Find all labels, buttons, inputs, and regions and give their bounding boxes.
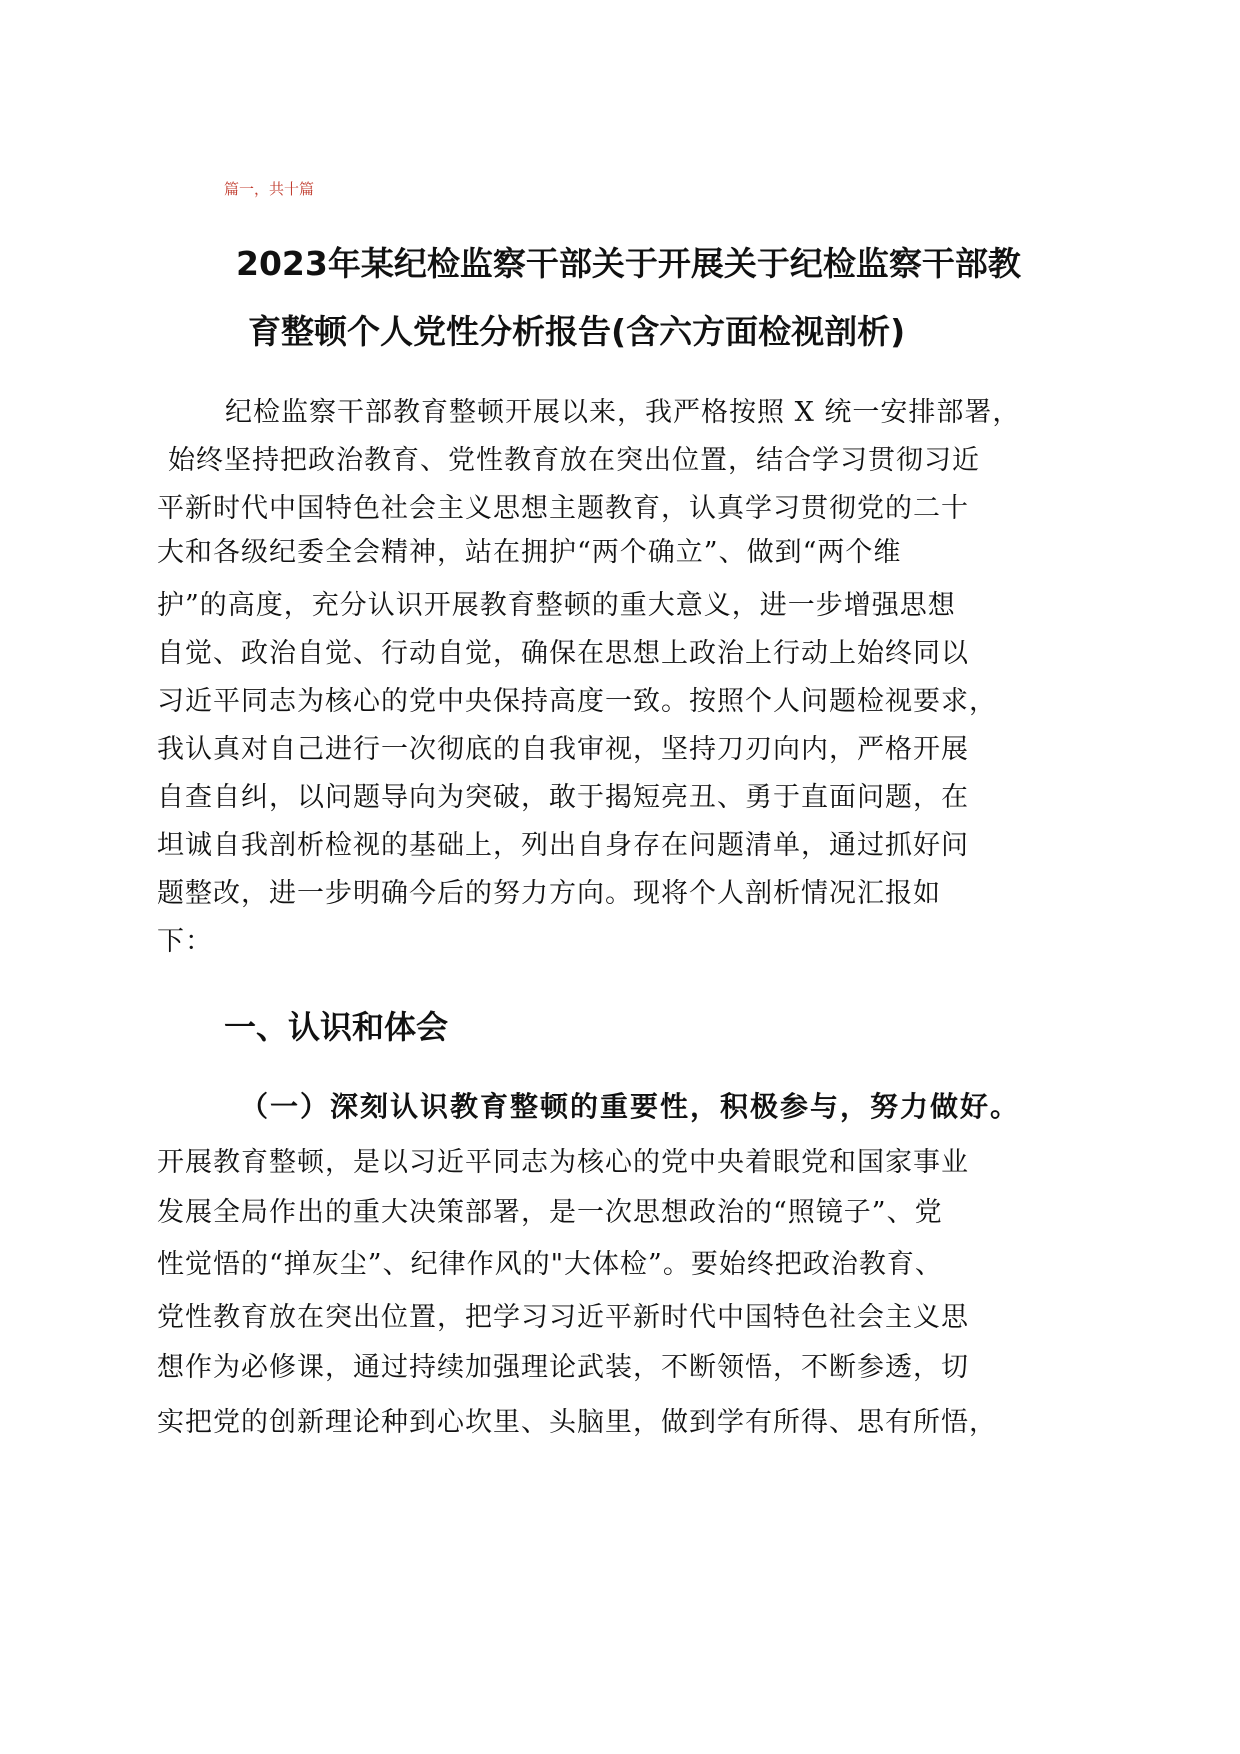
series-label: 篇一，共十篇 [224,180,315,198]
intro-line: 护”的高度，充分认识开展教育整顿的重大意义，进一步增强思想 [157,590,956,621]
intro-line: 题整改，进一步明确今后的努力方向。现将个人剖析情况汇报如 [157,878,941,909]
intro-line: 我认真对自己进行一次彻底的自我审视，坚持刀刃向内，严格开展 [157,734,969,765]
intro-line: 自觉、政治自觉、行动自觉，确保在思想上政治上行动上始终同以 [157,638,969,669]
document-title-line-2: 育整顿个人党性分析报告(含六方面检视剖析) [248,312,906,351]
section-heading: 一、认识和体会 [224,1008,449,1046]
section-line: 实把党的创新理论种到心坎里、头脑里，做到学有所得、思有所悟， [157,1407,997,1438]
intro-line: 平新时代中国特色社会主义思想主题教育，认真学习贯彻党的二十 [157,493,969,524]
intro-line: 习近平同志为核心的党中央保持高度一致。按照个人问题检视要求， [157,686,997,717]
document-title-line-1: 2023年某纪检监察干部关于开展关于纪检监察干部教 [236,244,1021,283]
intro-line: 始终坚持把政治教育、党性教育放在突出位置，结合学习贯彻习近 [168,445,980,476]
intro-line: 自查自纠，以问题导向为突破，敢于揭短亮丑、勇于直面问题，在 [157,782,969,813]
subsection-heading: （一）深刻认识教育整顿的重要性，积极参与，努力做好。 [240,1090,1021,1123]
intro-line: 下： [157,926,213,957]
section-line: 党性教育放在突出位置，把学习习近平新时代中国特色社会主义思 [157,1302,969,1333]
section-line: 想作为必修课，通过持续加强理论武装，不断领悟，不断参透，切 [157,1352,969,1383]
section-line: 开展教育整顿，是以习近平同志为核心的党中央着眼党和国家事业 [157,1147,969,1178]
intro-line: 纪检监察干部教育整顿开展以来，我严格按照 X 统一安排部署， [225,397,1021,428]
section-line: 性觉悟的“掸灰尘”、纪律作风的"大体检”。要始终把政治教育、 [157,1249,943,1280]
intro-line: 大和各级纪委全会精神，站在拥护“两个确立”、做到“两个维 [157,537,902,568]
intro-line: 坦诚自我剖析检视的基础上，列出自身存在问题清单，通过抓好问 [157,830,969,861]
section-line: 发展全局作出的重大决策部署，是一次思想政治的“照镜子”、党 [157,1197,943,1228]
